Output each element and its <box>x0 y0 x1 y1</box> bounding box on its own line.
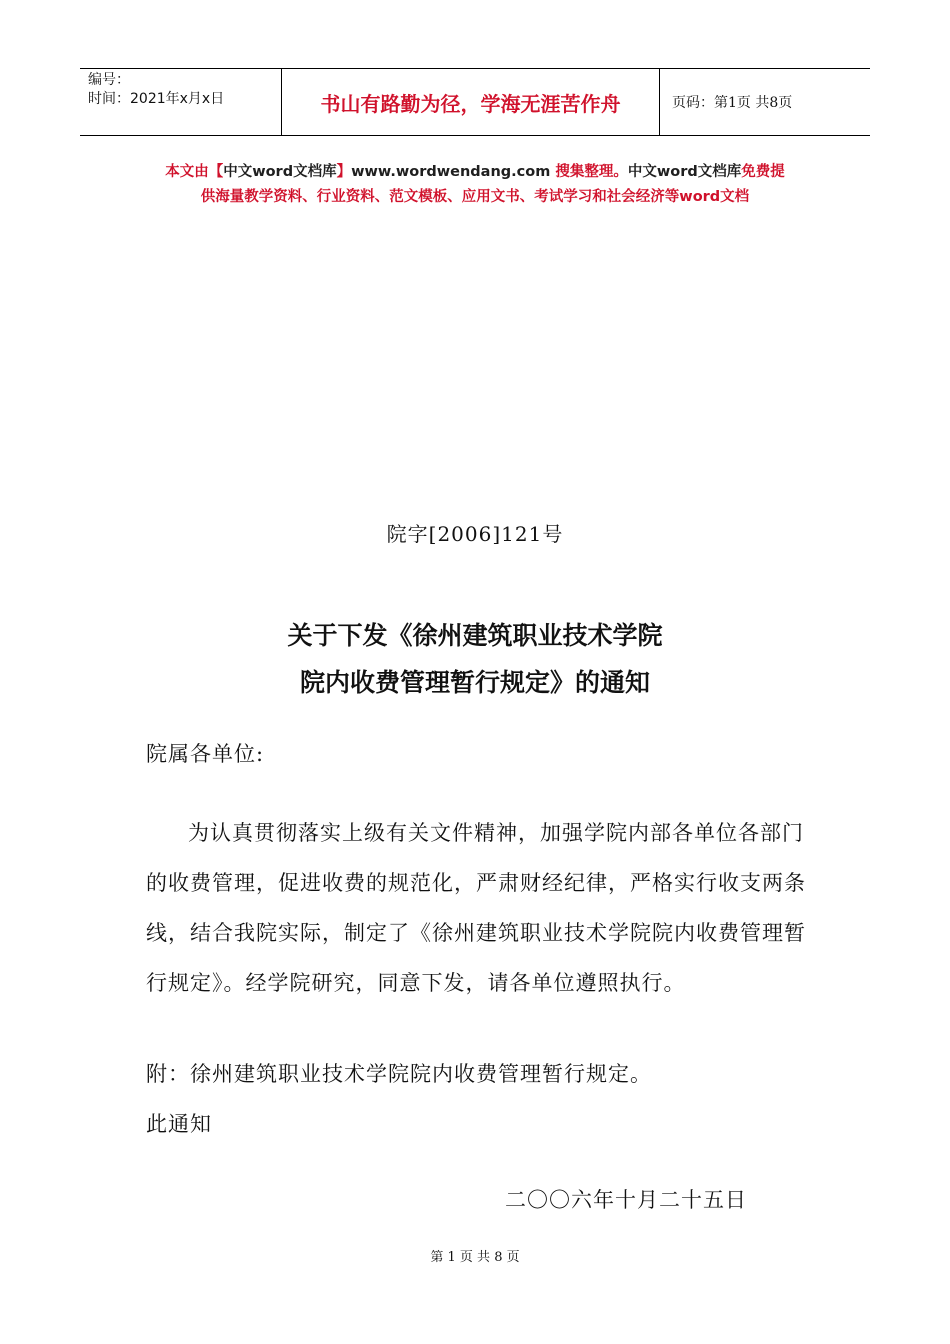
document-date: 二〇〇六年十月二十五日 <box>505 1188 747 1212</box>
closing-remark: 此通知 <box>146 1112 212 1136</box>
body-paragraph: 为认真贯彻落实上级有关文件精神，加强学院内部各单位各部门的收费管理，促进收费的规范化，严肃财经纪律，严格实行收支两条线，结合我院实际，制定了《徐州建筑职业技术学院院内收费管理暂行规定》。经学院研究，同意下发，请各单位遵照执行。 <box>146 821 806 995</box>
header-motto-cell <box>282 69 660 135</box>
source-text-3: 搜集整理。 <box>550 164 628 180</box>
attachment-note: 附：徐州建筑职业技术学院院内收费管理暂行规定。 <box>146 1062 652 1086</box>
source-text-4: 免费提 <box>741 164 785 180</box>
document-time-label: 时间：2021年x月x日 <box>88 91 225 107</box>
header-page-cell <box>660 69 870 135</box>
source-library-name: 中文word文档库 <box>223 164 337 180</box>
document-number-label: 编号： <box>88 72 130 88</box>
header-motto: 书山有路勤为径，学海无涯苦作舟 <box>320 91 621 116</box>
page-footer: 第 1 页 共 8 页 <box>430 1250 520 1265</box>
source-notice-line1 <box>100 160 850 185</box>
document-title-line2: 院内收费管理暂行规定》的通知 <box>299 668 650 697</box>
source-website-link[interactable]: www.wordwendang.com <box>351 164 551 180</box>
document-number: 院字[2006]121号 <box>386 522 564 546</box>
source-text-2: 】 <box>336 164 352 180</box>
header-page-info: 页码：第1页 共8页 <box>672 95 793 111</box>
source-library-name-2: 中文word文档库 <box>627 164 742 180</box>
document-title-line1: 关于下发《徐州建筑职业技术学院 <box>287 621 663 650</box>
salutation: 院属各单位: <box>146 742 265 766</box>
source-notice-line2: 供海量教学资料、行业资料、范文模板、应用文书、考试学习和社会经济等word文档 <box>200 189 750 205</box>
header-info-cell <box>80 69 282 135</box>
header-table <box>80 68 870 136</box>
source-text-1: 本文由【 <box>165 164 224 180</box>
source-notice <box>100 160 850 210</box>
document-title <box>0 612 950 706</box>
